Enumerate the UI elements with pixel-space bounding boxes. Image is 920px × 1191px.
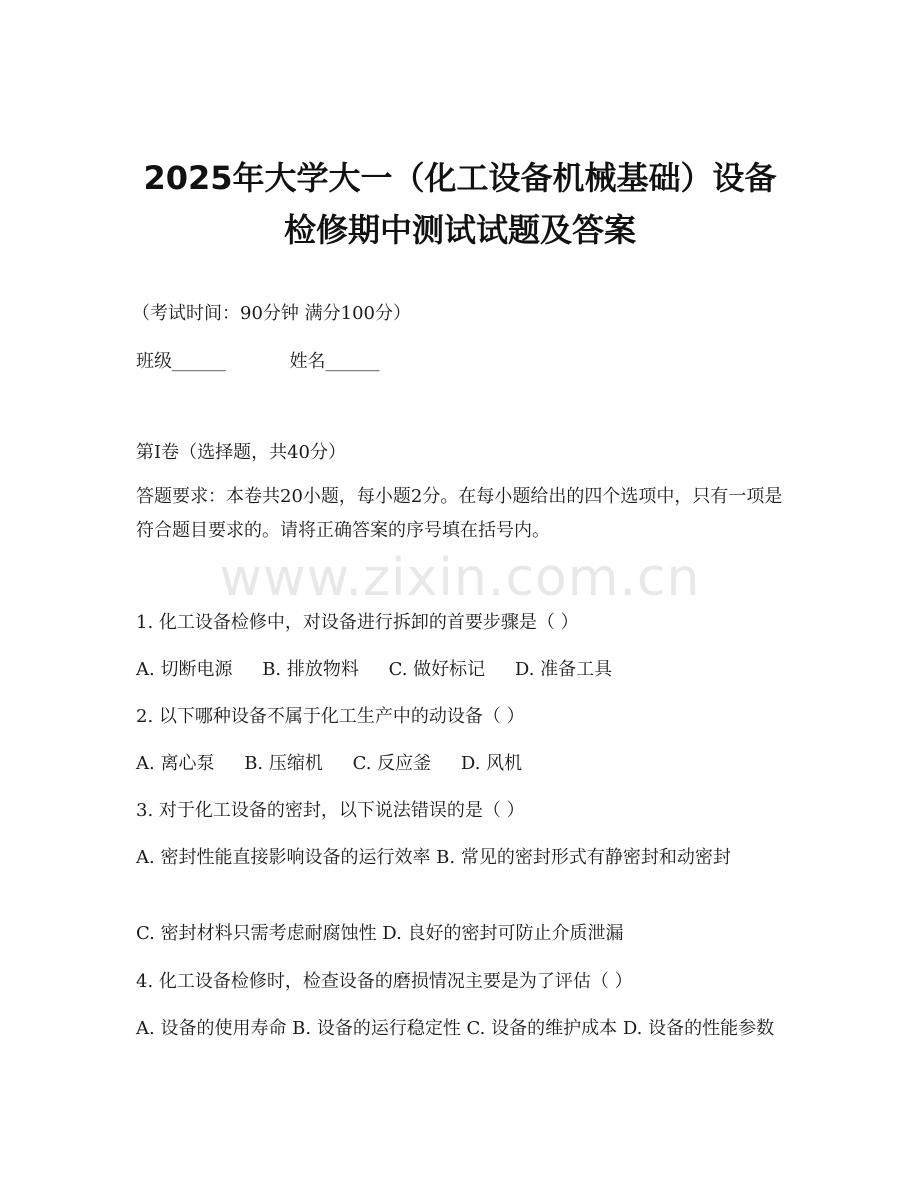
exam-info: （考试时间：90分钟 满分100分） — [132, 303, 411, 324]
class-field-label: 班级______ — [136, 351, 226, 372]
page-title-line-2: 检修期中测试试题及答案 — [283, 211, 636, 249]
option-d: D. 风机 — [460, 753, 523, 774]
question-1-options — [136, 658, 636, 682]
question-1-stem: 1. 化工设备检修中，对设备进行拆卸的首要步骤是（ ） — [136, 612, 579, 633]
student-info-row — [136, 350, 379, 374]
option-b: B. 排放物料 — [262, 659, 359, 680]
question-3-options-cd: C. 密封材料只需考虑耐腐蚀性 D. 良好的密封可防止介质泄漏 — [136, 923, 624, 944]
option-a: A. 切断电源 — [136, 659, 233, 680]
option-a: A. 离心泵 — [136, 753, 215, 774]
question-2-options — [136, 752, 546, 776]
question-4-options: A. 设备的使用寿命 B. 设备的运行稳定性 C. 设备的维护成本 D. 设备的性能参数 — [136, 1018, 775, 1039]
option-b: B. 压缩机 — [244, 753, 323, 774]
option-d: D. 准备工具 — [514, 659, 613, 680]
page-title-line-1: 2025年大学大一（化工设备机械基础）设备 — [143, 159, 777, 197]
option-c: C. 反应釜 — [352, 753, 432, 774]
section-instructions: 答题要求：本卷共20小题，每小题2分。在每小题给出的四个选项中，只有一项是符合题目要求的。请将正确答案的序号填在括号内。 — [136, 486, 783, 541]
question-3-options-ab: A. 密封性能直接影响设备的运行效率 B. 常见的密封形式有静密封和动密封 — [136, 847, 731, 868]
question-4-stem: 4. 化工设备检修时，检查设备的磨损情况主要是为了评估（ ） — [136, 971, 633, 992]
option-c: C. 做好标记 — [388, 659, 486, 680]
question-3-stem: 3. 对于化工设备的密封，以下说法错误的是（ ） — [136, 800, 525, 821]
section-heading: 第I卷（选择题，共40分） — [136, 442, 347, 463]
watermark-text: www.zixin.com.cn — [219, 548, 701, 608]
question-2-stem: 2. 以下哪种设备不属于化工生产中的动设备（ ） — [136, 706, 525, 727]
name-field-label: 姓名______ — [289, 351, 380, 372]
